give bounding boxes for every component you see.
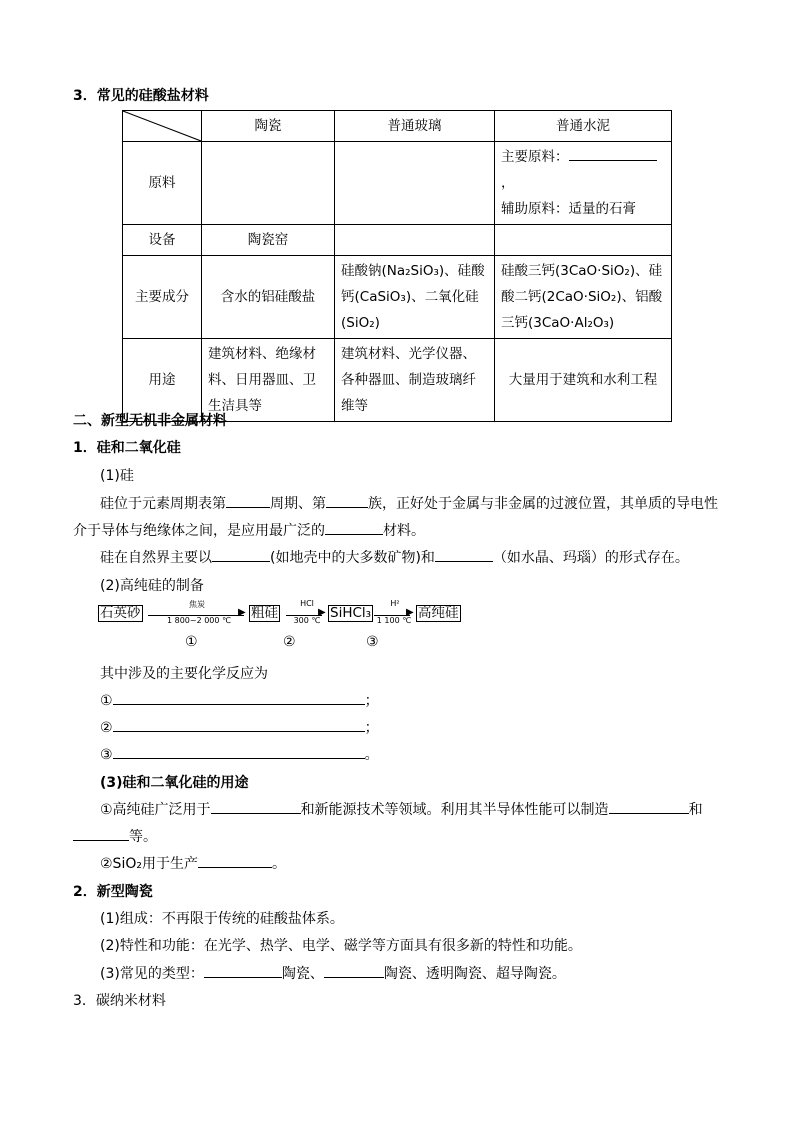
text: 族，正好处于金属与非金属的过渡位置，其单质的导电性 — [368, 496, 718, 512]
text: ① — [100, 693, 113, 709]
blank-line — [326, 493, 368, 508]
cell-glass-equipment — [335, 225, 495, 256]
text: ③ — [100, 747, 113, 763]
text: ； — [364, 720, 379, 736]
text-line: 钙(CaSiO₃)、二氧化硅 — [341, 289, 479, 305]
diagonal-corner-cell — [123, 111, 202, 142]
flow-node-sihcl3: SiHCl₃ — [330, 605, 372, 621]
text-line: 三钙(3CaO·Al₂O₃) — [501, 315, 615, 331]
blank-line — [325, 520, 383, 535]
text: 。 — [364, 747, 379, 763]
arrow-head-icon: ▶ — [318, 607, 326, 618]
text: (3)常见的类型： — [100, 966, 204, 982]
row-label-equipment: 设备 — [123, 225, 202, 256]
step-marker: ① — [185, 634, 198, 650]
blank-line — [212, 547, 270, 562]
cell-cement-raw — [495, 142, 672, 225]
subsection-title: 3．碳纳米材料 — [73, 993, 166, 1009]
cell-ceramic-components: 含水的铝硅酸盐 — [202, 256, 335, 339]
cell-glass-raw — [335, 142, 495, 225]
subsection-title: 1．硅和二氧化硅 — [73, 440, 181, 456]
text: 陶瓷、透明陶瓷、超导陶瓷。 — [383, 966, 566, 982]
text-line: 维等 — [341, 398, 368, 414]
text-line: 建筑材料、绝缘材 — [208, 346, 316, 362]
text-line: 各种器皿、制造玻璃纤 — [341, 372, 476, 388]
paragraph-line — [100, 963, 566, 983]
table-row-raw — [123, 142, 672, 225]
text: 介于导体与绝缘体之间，是应用最广泛的 — [73, 523, 325, 539]
text-line: 硅酸钠(Na₂SiO₃)、硅酸 — [341, 263, 485, 279]
blank-line — [226, 493, 270, 508]
paragraph-line — [100, 493, 718, 513]
flow-node-pure-si: 高纯硅 — [418, 605, 459, 621]
cement-aux-label: 辅助原料：适量的石膏 — [501, 201, 636, 217]
step-marker: ② — [283, 634, 296, 650]
text-line: 料、日用器皿、卫 — [208, 372, 316, 388]
cement-main-label: 主要原料： — [501, 149, 569, 165]
paragraph-line: (1)组成：不再限于传统的硅酸盐体系。 — [100, 911, 344, 927]
cell-ceramic-equipment: 陶瓷窑 — [202, 225, 335, 256]
table-row-components — [123, 256, 672, 339]
arrow-label-top: HCl — [300, 599, 314, 608]
row-label-raw: 原料 — [123, 142, 202, 225]
cell-cement-equipment — [495, 225, 672, 256]
paragraph-line — [100, 853, 286, 873]
text: （如水晶、玛瑙）的形式存在。 — [492, 550, 689, 566]
comma: ， — [501, 175, 515, 191]
subsection-heading: (3)硅和二氧化硅的用途 — [100, 775, 249, 791]
text: 周期、第 — [270, 496, 326, 512]
row-label-components: 主要成分 — [123, 256, 202, 339]
text: ； — [364, 693, 379, 709]
header-ceramic: 陶瓷 — [202, 111, 335, 142]
text: (如地壳中的大多数矿物)和 — [270, 550, 435, 566]
text: 硅在自然界主要以 — [100, 550, 212, 566]
text: 陶瓷、 — [281, 966, 324, 982]
arrow-label-top: 焦炭 — [189, 600, 205, 609]
blank-line — [204, 963, 282, 978]
text: ①高纯硅广泛用于 — [100, 802, 211, 818]
flow-node-crude-si: 粗硅 — [251, 605, 278, 621]
blank-line — [198, 853, 272, 868]
table-header-row — [123, 111, 672, 142]
text: 材料。 — [383, 523, 425, 539]
part-title: 二、新型无机非金属材料 — [73, 413, 227, 429]
arrow-head-icon: ▶ — [238, 607, 246, 618]
paragraph-line: 其中涉及的主要化学反应为 — [100, 666, 268, 682]
cell-ceramic-raw — [202, 142, 335, 225]
blank-line — [324, 963, 384, 978]
reaction-line — [100, 690, 379, 710]
reaction-line — [100, 744, 379, 764]
arrow-label-bottom: 1 800~2 000 ℃ — [166, 616, 232, 625]
subsection-heading: (2)高纯硅的制备 — [100, 578, 204, 594]
row-label-use: 用途 — [123, 339, 202, 422]
arrow-head-icon: ▶ — [406, 607, 414, 618]
text-line: 硅酸三钙(3CaO·SiO₂)、硅 — [501, 263, 663, 279]
step-marker: ③ — [366, 634, 379, 650]
header-cement: 普通水泥 — [495, 111, 672, 142]
silicate-materials-table — [122, 110, 672, 422]
blank-line — [435, 547, 493, 562]
paragraph-line — [73, 520, 425, 540]
text-line: 生洁具等 — [208, 398, 262, 414]
table-row-equipment — [123, 225, 672, 256]
cell-cement-components — [495, 256, 672, 339]
blank-line — [211, 799, 301, 814]
header-glass: 普通玻璃 — [335, 111, 495, 142]
blank-line — [113, 717, 365, 732]
paragraph-line — [100, 799, 703, 819]
subsection-heading: (1)硅 — [100, 468, 134, 484]
arrow-label-top: H² — [390, 599, 400, 608]
blank-line — [609, 799, 689, 814]
text: 和新能源技术等领域。利用其半导体性能可以制造 — [300, 802, 609, 818]
blank-line — [569, 146, 657, 161]
text: 。 — [271, 856, 286, 872]
paragraph-line: (2)特性和功能：在光学、热学、电学、磁学等方面具有很多新的特性和功能。 — [100, 938, 582, 954]
arrow-label-bottom: 300 ℃ — [293, 616, 321, 625]
text-line: 建筑材料、光学仪器、 — [341, 346, 476, 362]
text: 和 — [688, 802, 703, 818]
text: ② — [100, 720, 113, 736]
arrow-label-bottom: 1 100 ℃ — [376, 616, 412, 625]
reaction-line — [100, 717, 379, 737]
subsection-title: 2．新型陶瓷 — [73, 884, 153, 900]
section-title: 3．常见的硅酸盐材料 — [73, 88, 209, 104]
cell-glass-components — [335, 256, 495, 339]
cell-glass-use — [335, 339, 495, 422]
text: 等。 — [129, 829, 157, 845]
blank-line — [113, 690, 365, 705]
blank-line — [113, 744, 365, 759]
blank-line — [73, 826, 129, 841]
text-line: (SiO₂) — [341, 315, 380, 331]
text-line: 酸二钙(2CaO·SiO₂)、铝酸 — [501, 289, 663, 305]
flow-node-quartz: 石英砂 — [100, 605, 141, 621]
paragraph-line — [100, 547, 689, 567]
cell-cement-use: 大量用于建筑和水利工程 — [495, 339, 672, 422]
text: 硅位于元素周期表第 — [100, 496, 226, 512]
paragraph-line — [73, 826, 157, 846]
text: ②SiO₂用于生产 — [100, 856, 198, 872]
